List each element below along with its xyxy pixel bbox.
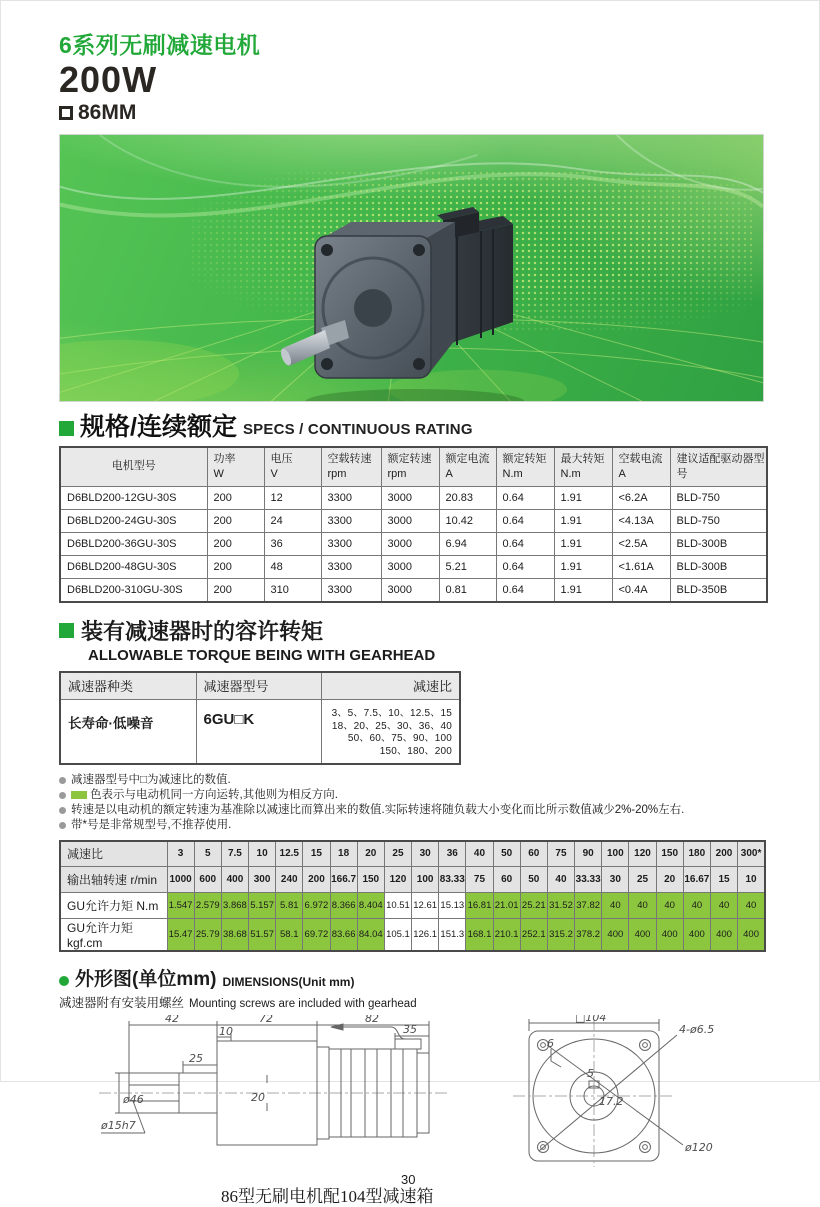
ratio-cell: 300 bbox=[249, 867, 276, 893]
ratio-cell: 40 bbox=[466, 841, 493, 867]
ratio-cell: 400 bbox=[602, 919, 629, 952]
ratio-cell: 20 bbox=[656, 867, 683, 893]
ratio-cell: 400 bbox=[710, 919, 737, 952]
dimensions-title-en: DIMENSIONS(Unit mm) bbox=[222, 975, 355, 990]
ratio-cell: 33.33 bbox=[575, 867, 602, 893]
dim-72: 72 bbox=[259, 1015, 273, 1026]
specs-title-cn: 规格/连续额定 bbox=[80, 412, 237, 441]
dimensions-note bbox=[59, 993, 764, 1011]
specs-cell: 0.81 bbox=[439, 579, 496, 602]
specs-cell: 12 bbox=[264, 487, 321, 510]
specs-col-header: 额定电流 A bbox=[439, 447, 496, 487]
ratio-cell: 400 bbox=[629, 919, 656, 952]
ratio-cell: 90 bbox=[575, 841, 602, 867]
specs-col-header: 功率 W bbox=[207, 447, 264, 487]
ratio-row-header: GU允许力矩 N.m bbox=[60, 893, 167, 919]
ratio-cell: 168.1 bbox=[466, 919, 493, 952]
specs-cell: 1.91 bbox=[554, 510, 612, 533]
note-text: 带*号是非常规型号,不推荐使用. bbox=[71, 818, 232, 831]
specs-cell: 24 bbox=[264, 510, 321, 533]
note-text: 减速器型号中□为减速比的数值. bbox=[71, 773, 231, 786]
specs-table bbox=[59, 446, 768, 603]
ratio-cell: 50 bbox=[520, 867, 547, 893]
ratio-cell: 69.72 bbox=[303, 919, 330, 952]
ratio-cell: 5.81 bbox=[276, 893, 303, 919]
ratio-torque-table bbox=[59, 840, 766, 953]
ratio-cell: 15.47 bbox=[167, 919, 194, 952]
specs-row bbox=[60, 510, 767, 533]
ratio-cell: 36 bbox=[439, 841, 466, 867]
bullet-icon bbox=[59, 822, 66, 829]
gearhead-title-en: ALLOWABLE TORQUE BEING WITH GEARHEAD bbox=[88, 646, 436, 664]
specs-body bbox=[60, 487, 767, 602]
ratio-cell: 200 bbox=[710, 841, 737, 867]
dim-4-dia6-5: 4-ø6.5 bbox=[679, 1023, 715, 1037]
dim-6: 6 bbox=[547, 1037, 554, 1051]
ratio-cell: 252.1 bbox=[520, 919, 547, 952]
ratio-cell: 20 bbox=[357, 841, 384, 867]
note-item bbox=[59, 773, 764, 788]
specs-row bbox=[60, 579, 767, 602]
note-text: 色表示与电动机同一方向运转,其他则为相反方向. bbox=[90, 788, 338, 801]
specs-cell: 1.91 bbox=[554, 556, 612, 579]
specs-cell: 200 bbox=[207, 487, 264, 510]
specs-cell: 3300 bbox=[321, 556, 381, 579]
dimension-drawing bbox=[99, 1015, 759, 1167]
specs-cell: <4.13A bbox=[612, 510, 670, 533]
green-square-icon bbox=[59, 623, 74, 638]
ratio-cell: 8.404 bbox=[357, 893, 384, 919]
gearhead-model: 6GU□K bbox=[196, 700, 321, 764]
ratio-cell: 40 bbox=[602, 893, 629, 919]
specs-cell: <0.4A bbox=[612, 579, 670, 602]
ratio-cell: 30 bbox=[412, 841, 439, 867]
ratio-cell: 15 bbox=[710, 867, 737, 893]
ratio-cell: 37.82 bbox=[575, 893, 602, 919]
specs-section-heading bbox=[59, 412, 764, 441]
gearhead-col-type: 减速器种类 bbox=[60, 672, 196, 700]
power-rating: 200W bbox=[59, 59, 158, 100]
ratio-cell: 600 bbox=[194, 867, 221, 893]
green-square-icon bbox=[59, 421, 74, 436]
specs-cell: 3000 bbox=[381, 556, 439, 579]
specs-cell: 5.21 bbox=[439, 556, 496, 579]
ratio-cell: 5.157 bbox=[249, 893, 276, 919]
ratio-cell: 400 bbox=[683, 919, 710, 952]
specs-cell: 3300 bbox=[321, 533, 381, 556]
specs-cell: D6BLD200-24GU-30S bbox=[60, 510, 207, 533]
ratio-cell: 315.2 bbox=[547, 919, 574, 952]
specs-cell: 3000 bbox=[381, 533, 439, 556]
specs-col-header: 建议适配驱动器型号 bbox=[670, 447, 767, 487]
ratio-cell: 58.1 bbox=[276, 919, 303, 952]
frame-size bbox=[59, 101, 764, 125]
ratio-cell: 38.68 bbox=[221, 919, 248, 952]
ratio-cell: 40 bbox=[738, 893, 765, 919]
bullet-icon bbox=[59, 807, 66, 814]
dim-sq104: □104 bbox=[575, 1015, 607, 1025]
specs-cell: 3300 bbox=[321, 487, 381, 510]
ratio-cell: 166.7 bbox=[330, 867, 357, 893]
frame-size-label: 86MM bbox=[78, 100, 137, 124]
ratio-cell: 3 bbox=[167, 841, 194, 867]
ratio-cell: 10 bbox=[249, 841, 276, 867]
specs-row bbox=[60, 487, 767, 510]
dim-key-height: 17.2 bbox=[599, 1095, 624, 1109]
ratio-row-header: GU允许力矩 kgf.cm bbox=[60, 919, 167, 952]
ratio-cell: 6.972 bbox=[303, 893, 330, 919]
dimensions-note-cn: 减速器附有安装用螺丝 bbox=[59, 996, 185, 1011]
ratio-cell: 40 bbox=[683, 893, 710, 919]
page-header bbox=[59, 1, 764, 125]
specs-cell: BLD-750 bbox=[670, 487, 767, 510]
specs-col-header: 最大转矩 N.m bbox=[554, 447, 612, 487]
motor-product-image bbox=[275, 190, 575, 402]
bullet-icon bbox=[59, 777, 66, 784]
ratio-cell: 12.5 bbox=[276, 841, 303, 867]
gearhead-ratios: 3、5、7.5、10、12.5、15 18、20、25、30、36、40 50、60、75、90、100 150、180、200 bbox=[321, 700, 460, 764]
ratio-cell: 51.57 bbox=[249, 919, 276, 952]
gearhead-header-row bbox=[60, 672, 460, 700]
gearhead-type: 长寿命·低噪音 bbox=[60, 700, 196, 764]
ratio-cell: 83.33 bbox=[439, 867, 466, 893]
specs-cell: 6.94 bbox=[439, 533, 496, 556]
specs-cell: BLD-300B bbox=[670, 556, 767, 579]
specs-row bbox=[60, 556, 767, 579]
specs-cell: 1.91 bbox=[554, 487, 612, 510]
ratio-row bbox=[60, 893, 765, 919]
notes-list bbox=[59, 773, 764, 833]
ratio-cell: 25 bbox=[629, 867, 656, 893]
ratio-cell: 100 bbox=[412, 867, 439, 893]
specs-cell: 10.42 bbox=[439, 510, 496, 533]
ratio-cell: 150 bbox=[656, 841, 683, 867]
ratio-cell: 105.1 bbox=[384, 919, 411, 952]
specs-cell: 36 bbox=[264, 533, 321, 556]
note-item bbox=[59, 818, 764, 833]
specs-cell: BLD-750 bbox=[670, 510, 767, 533]
ratio-cell: 15.13 bbox=[439, 893, 466, 919]
ratio-cell: 1000 bbox=[167, 867, 194, 893]
specs-cell: 3000 bbox=[381, 510, 439, 533]
specs-col-header: 空载转速 rpm bbox=[321, 447, 381, 487]
ratio-cell: 16.81 bbox=[466, 893, 493, 919]
dimensions-note-en: Mounting screws are included with gearhead bbox=[189, 998, 417, 1011]
dim-42: 42 bbox=[165, 1015, 179, 1026]
specs-row bbox=[60, 533, 767, 556]
ratio-cell: 83.66 bbox=[330, 919, 357, 952]
specs-col-header: 电机型号 bbox=[60, 447, 207, 487]
specs-cell: <1.61A bbox=[612, 556, 670, 579]
specs-cell: BLD-300B bbox=[670, 533, 767, 556]
footer-row bbox=[59, 1172, 764, 1206]
specs-cell: 200 bbox=[207, 579, 264, 602]
drawing-caption: 86型无刷电机配104型减速箱 bbox=[221, 1187, 434, 1207]
ratio-cell: 21.01 bbox=[493, 893, 520, 919]
ratio-row-header: 输出轴转速 r/min bbox=[60, 867, 167, 893]
ratio-cell: 25 bbox=[384, 841, 411, 867]
note-item bbox=[59, 788, 764, 803]
specs-cell: 200 bbox=[207, 533, 264, 556]
gearhead-section-heading bbox=[59, 615, 764, 664]
dim-20: 20 bbox=[251, 1091, 265, 1105]
ratio-cell: 3.868 bbox=[221, 893, 248, 919]
specs-cell: 0.64 bbox=[496, 533, 554, 556]
ratio-cell: 60 bbox=[493, 867, 520, 893]
ratio-cell: 15 bbox=[303, 841, 330, 867]
dim-35: 35 bbox=[403, 1023, 417, 1037]
ratio-cell: 25.79 bbox=[194, 919, 221, 952]
ratio-cell: 31.52 bbox=[547, 893, 574, 919]
ratio-table-body bbox=[60, 841, 765, 952]
specs-cell: 310 bbox=[264, 579, 321, 602]
square-frame-icon bbox=[59, 106, 73, 120]
green-direction-swatch bbox=[71, 791, 87, 799]
ratio-row bbox=[60, 841, 765, 867]
ratio-cell: 300* bbox=[738, 841, 765, 867]
ratio-cell: 10.51 bbox=[384, 893, 411, 919]
ratio-row-header: 减速比 bbox=[60, 841, 167, 867]
dim-dia120: ø120 bbox=[685, 1141, 713, 1155]
ratio-cell: 40 bbox=[656, 893, 683, 919]
specs-title-en: SPECS / CONTINUOUS RATING bbox=[242, 420, 473, 438]
ratio-cell: 12.61 bbox=[412, 893, 439, 919]
specs-cell: 20.83 bbox=[439, 487, 496, 510]
note-item bbox=[59, 803, 764, 818]
ratio-cell: 400 bbox=[221, 867, 248, 893]
ratio-cell: 210.1 bbox=[493, 919, 520, 952]
specs-cell: 1.91 bbox=[554, 579, 612, 602]
dimensions-title-cn: 外形图(单位mm) bbox=[75, 969, 217, 991]
dim-10: 10 bbox=[219, 1025, 233, 1039]
specs-col-header: 空载电流 A bbox=[612, 447, 670, 487]
ratio-cell: 10 bbox=[738, 867, 765, 893]
specs-col-header: 电压 V bbox=[264, 447, 321, 487]
specs-cell: D6BLD200-12GU-30S bbox=[60, 487, 207, 510]
gearhead-title-cn: 装有减速器时的容许转矩 bbox=[81, 618, 324, 644]
specs-header-row bbox=[60, 447, 767, 487]
specs-col-header: 额定转矩 N.m bbox=[496, 447, 554, 487]
ratio-cell: 400 bbox=[738, 919, 765, 952]
gearhead-col-ratio: 减速比 bbox=[321, 672, 460, 700]
ratio-cell: 1.547 bbox=[167, 893, 194, 919]
dim-key-width: 5 bbox=[587, 1067, 594, 1081]
specs-cell: BLD-350B bbox=[670, 579, 767, 602]
ratio-cell: 7.5 bbox=[221, 841, 248, 867]
specs-cell: 1.91 bbox=[554, 533, 612, 556]
gearhead-table bbox=[59, 671, 461, 765]
specs-cell: 0.64 bbox=[496, 579, 554, 602]
ratio-cell: 378.2 bbox=[575, 919, 602, 952]
ratio-cell: 150 bbox=[357, 867, 384, 893]
ratio-cell: 5 bbox=[194, 841, 221, 867]
green-dot-icon bbox=[59, 976, 69, 986]
gearhead-data-row bbox=[60, 700, 460, 764]
ratio-cell: 25.21 bbox=[520, 893, 547, 919]
specs-cell: 200 bbox=[207, 556, 264, 579]
page-number: 30 bbox=[401, 1172, 416, 1188]
ratio-cell: 60 bbox=[520, 841, 547, 867]
specs-cell: 0.64 bbox=[496, 510, 554, 533]
note-text: 转速是以电动机的额定转速为基准除以减速比而算出来的数值.实际转速将随负载大小变化而比所示数值减少2%-20%左右. bbox=[71, 803, 685, 816]
bullet-icon bbox=[59, 792, 66, 799]
dim-dia46: ø46 bbox=[123, 1093, 144, 1107]
dim-82: 82 bbox=[365, 1015, 379, 1026]
ratio-cell: 84.04 bbox=[357, 919, 384, 952]
hero-banner bbox=[59, 134, 764, 402]
ratio-row bbox=[60, 867, 765, 893]
ratio-cell: 240 bbox=[276, 867, 303, 893]
ratio-cell: 75 bbox=[547, 841, 574, 867]
ratio-cell: 40 bbox=[629, 893, 656, 919]
specs-cell: 0.64 bbox=[496, 556, 554, 579]
specs-cell: <2.5A bbox=[612, 533, 670, 556]
ratio-cell: 126.1 bbox=[412, 919, 439, 952]
specs-cell: 3300 bbox=[321, 579, 381, 602]
ratio-cell: 120 bbox=[384, 867, 411, 893]
specs-cell: 200 bbox=[207, 510, 264, 533]
ratio-cell: 151.3 bbox=[439, 919, 466, 952]
specs-cell: 0.64 bbox=[496, 487, 554, 510]
specs-cell: 3000 bbox=[381, 487, 439, 510]
specs-cell: D6BLD200-48GU-30S bbox=[60, 556, 207, 579]
ratio-row bbox=[60, 919, 765, 952]
series-title: 6系列无刷减速电机 bbox=[59, 32, 261, 58]
specs-cell: D6BLD200-310GU-30S bbox=[60, 579, 207, 602]
dim-dia15h7: ø15h7 bbox=[101, 1119, 136, 1133]
ratio-cell: 100 bbox=[602, 841, 629, 867]
ratio-cell: 200 bbox=[303, 867, 330, 893]
ratio-cell: 400 bbox=[656, 919, 683, 952]
ratio-cell: 180 bbox=[683, 841, 710, 867]
ratio-cell: 30 bbox=[602, 867, 629, 893]
ratio-cell: 40 bbox=[710, 893, 737, 919]
gearhead-col-model: 减速器型号 bbox=[196, 672, 321, 700]
dimensions-heading bbox=[59, 964, 764, 991]
dim-25: 25 bbox=[189, 1052, 203, 1066]
specs-cell: 3300 bbox=[321, 510, 381, 533]
ratio-cell: 2.579 bbox=[194, 893, 221, 919]
ratio-cell: 40 bbox=[547, 867, 574, 893]
ratio-cell: 50 bbox=[493, 841, 520, 867]
ratio-cell: 18 bbox=[330, 841, 357, 867]
ratio-cell: 16.67 bbox=[683, 867, 710, 893]
specs-cell: D6BLD200-36GU-30S bbox=[60, 533, 207, 556]
specs-col-header: 额定转速 rpm bbox=[381, 447, 439, 487]
ratio-cell: 120 bbox=[629, 841, 656, 867]
specs-cell: 3000 bbox=[381, 579, 439, 602]
specs-cell: 48 bbox=[264, 556, 321, 579]
ratio-cell: 8.366 bbox=[330, 893, 357, 919]
specs-cell: <6.2A bbox=[612, 487, 670, 510]
ratio-cell: 75 bbox=[466, 867, 493, 893]
